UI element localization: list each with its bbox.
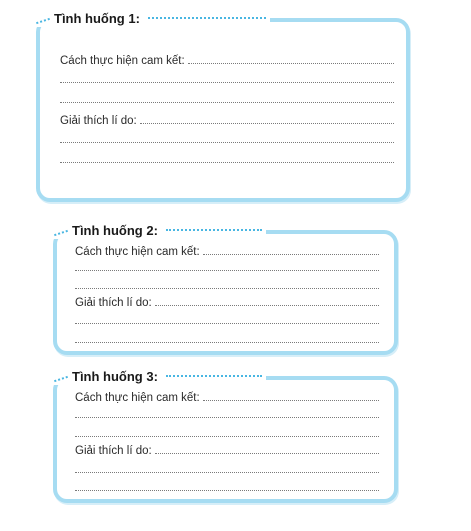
reason-answer-line[interactable] bbox=[60, 142, 394, 143]
reason-answer-line[interactable] bbox=[155, 453, 379, 454]
situation-3-title: Tình huống 3: bbox=[72, 368, 158, 384]
reason-answer-line[interactable] bbox=[75, 323, 379, 324]
situation-2-heading bbox=[50, 221, 266, 239]
situation-2-title: Tình huống 2: bbox=[72, 222, 158, 238]
decorative-dots-icon bbox=[54, 376, 68, 382]
decorative-dots-icon bbox=[166, 375, 262, 377]
commit-answer-line[interactable] bbox=[203, 400, 379, 401]
commit-label: Cách thực hiện cam kết: bbox=[60, 55, 185, 67]
reason-answer-line[interactable] bbox=[75, 490, 379, 491]
situation-2-commit-row bbox=[75, 246, 379, 258]
reason-label: Giải thích lí do: bbox=[60, 115, 137, 127]
situation-1-card bbox=[36, 18, 410, 202]
situation-1-reason-row bbox=[60, 115, 394, 127]
commit-answer-line[interactable] bbox=[75, 270, 379, 271]
commit-answer-line[interactable] bbox=[188, 63, 394, 64]
situation-3-reason-row bbox=[75, 445, 379, 457]
commit-label: Cách thực hiện cam kết: bbox=[75, 392, 200, 404]
situation-1-title: Tình huống 1: bbox=[54, 10, 140, 26]
situation-2-reason-row bbox=[75, 297, 379, 309]
commit-answer-line[interactable] bbox=[60, 102, 394, 103]
decorative-dots-icon bbox=[36, 18, 50, 24]
reason-answer-line[interactable] bbox=[75, 472, 379, 473]
commit-answer-line[interactable] bbox=[75, 436, 379, 437]
reason-answer-line[interactable] bbox=[75, 342, 379, 343]
reason-label: Giải thích lí do: bbox=[75, 445, 152, 457]
commit-answer-line[interactable] bbox=[60, 82, 394, 83]
reason-answer-line[interactable] bbox=[155, 305, 379, 306]
situation-3-heading bbox=[50, 367, 266, 385]
commit-answer-line[interactable] bbox=[75, 417, 379, 418]
situation-1-heading bbox=[32, 9, 270, 27]
decorative-dots-icon bbox=[54, 230, 68, 236]
reason-answer-line[interactable] bbox=[140, 123, 394, 124]
decorative-dots-icon bbox=[148, 17, 266, 19]
situation-1-commit-row bbox=[60, 55, 394, 67]
commit-label: Cách thực hiện cam kết: bbox=[75, 246, 200, 258]
reason-label: Giải thích lí do: bbox=[75, 297, 152, 309]
situation-3-commit-row bbox=[75, 392, 379, 404]
decorative-dots-icon bbox=[166, 229, 262, 231]
commit-answer-line[interactable] bbox=[75, 288, 379, 289]
commit-answer-line[interactable] bbox=[203, 254, 379, 255]
reason-answer-line[interactable] bbox=[60, 162, 394, 163]
